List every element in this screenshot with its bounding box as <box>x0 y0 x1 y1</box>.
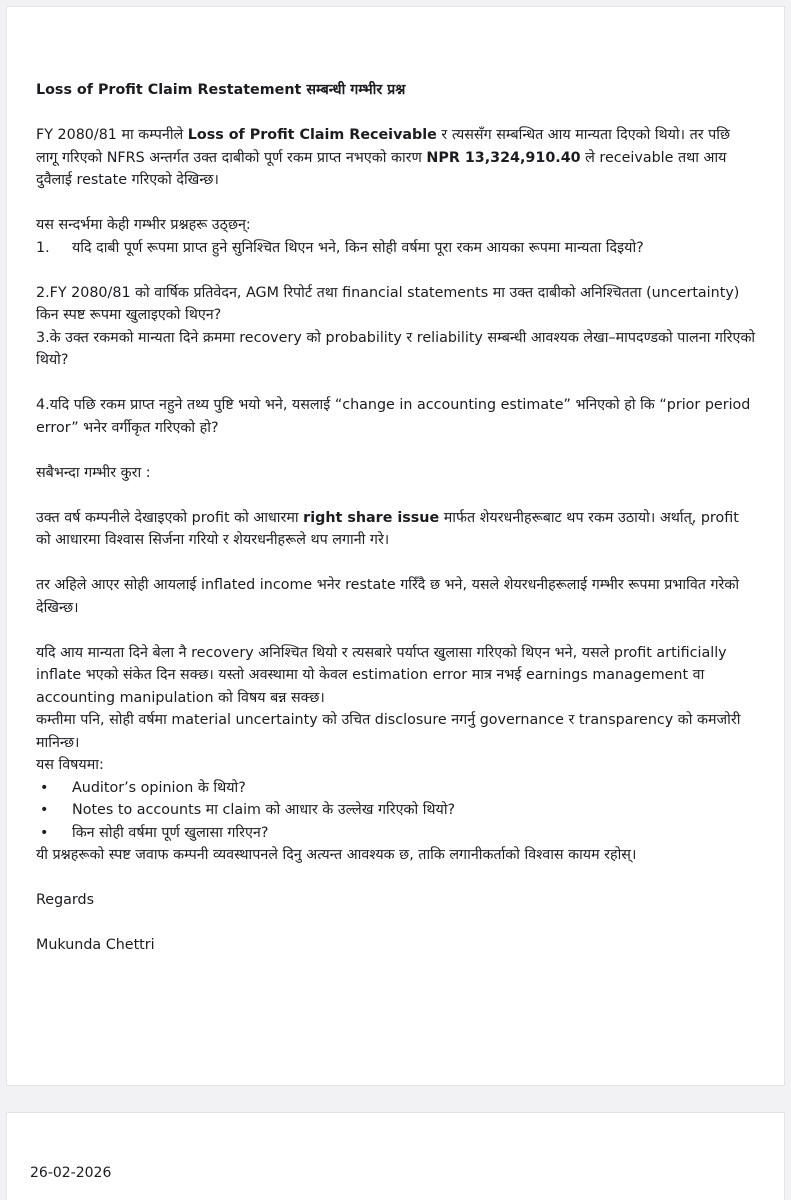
regards: Regards <box>36 892 95 908</box>
intro-paragraph <box>36 124 756 192</box>
recovery-paragraph: यदि आय मान्यता दिने बेला नै recovery अनिश्चित थियो र त्यसबारे पर्याप्त खुलासा गरिएको थिएन भने, यसले profit artificially inflate भएको संकेत दिन सक्छ। यस्तो अवस्थामा यो केवल estimation error मात्र नभई earnings management वा accounting manipulation को विषय बन्न सक्छ। <box>36 644 727 706</box>
bullet-dot: • <box>40 779 49 796</box>
question-1 <box>36 237 756 260</box>
right-share-text-2: मार्फत शेयरधनीहरूबाट थप रकम उठायो। अर्थात्, profit को आधारमा विश्वास सिर्जना गरियो र शेयरधनीहरूले थप लगानी गरे। <box>36 509 739 548</box>
inflated-paragraph: तर अहिले आएर सोही आयलाई inflated income भनेर restate गरिँदै छ भने, यसले शेयरधनीहरूलाई गम्भीर रूपमा प्रभावित गरेको देखिन्छ। <box>36 577 740 616</box>
bullet-text: Notes to accounts मा claim को आधार के उल्लेख गरिएको थियो? <box>72 802 456 818</box>
question-3: 3.के उक्त रकमको मान्यता दिने क्रममा recovery को probability र reliability सम्बन्धी आवश्यक लेखा–मापदण्डको पालना गरिएको थियो? <box>36 329 756 368</box>
signature: Mukunda Chettri <box>36 937 155 953</box>
governance-paragraph: कम्तीमा पनि, सोही वर्षमा material uncertainty को उचित disclosure नगर्नु governance र transparency को कमजोरी मानिन्छ। <box>36 712 741 751</box>
right-share-paragraph <box>36 507 756 552</box>
right-share-bold: right share issue <box>303 509 440 526</box>
right-share-text-1: उक्त वर्ष कम्पनीले देखाइएको profit को आधारमा <box>36 509 304 526</box>
intro-text-3: ले receivable तथा आय दुवैलाई restate गरिएको देखिन्छ। <box>36 149 727 188</box>
bullet-text: Auditor’s opinion के थियो? <box>72 779 246 796</box>
bullet-item <box>36 822 756 845</box>
bullet-item <box>36 777 756 800</box>
serious-heading: सबैभन्दा गम्भीर कुरा : <box>36 464 151 481</box>
date-card <box>6 1112 785 1200</box>
bullet-text: किन सोही वर्षमा पूर्ण खुलासा गरिएन? <box>72 824 269 841</box>
intro-bold-claim: Loss of Profit Claim Receivable <box>187 127 437 143</box>
intro-text-1: FY 2080/81 मा कम्पनीले <box>36 127 188 143</box>
message-card <box>6 6 785 1086</box>
closing-paragraph: यी प्रश्नहरूको स्पष्ट जवाफ कम्पनी व्यवस्थापनले दिनु अत्यन्त आवश्यक छ, ताकि लगानीकर्ताको विश्वास कायम रहोस्। <box>36 847 637 863</box>
intro-bold-amount: NPR 13,324,910.40 <box>426 149 581 166</box>
intro-text-2: र त्यससँग सम्बन्धित आय मान्यता दिएको थियो। तर पछि लागू गरिएको NFRS अन्तर्गत उक्त दाबीको पूर्ण रकम प्राप्त नभएको कारण <box>36 127 731 166</box>
bullet-item <box>36 799 756 822</box>
question-1-number: 1. <box>36 239 50 256</box>
question-1-text: यदि दाबी पूर्ण रूपमा प्राप्त हुने सुनिश्चित थिएन भने, किन सोही वर्षमा पूरा रकम आयका रूपमा मान्यता दिइयो? <box>72 239 644 256</box>
question-4: 4.यदि पछि रकम प्राप्त नहुने तथ्य पुष्टि भयो भने, यसलाई “change in accounting estimate” भनिएको हो कि “prior period error” भनेर वर्गीकृत गरिएको हो? <box>36 397 751 436</box>
bullet-dot: • <box>40 824 49 841</box>
message-date: 26-02-2026 <box>30 1165 112 1181</box>
message-body <box>36 79 756 957</box>
questions-lead: यस सन्दर्भमा केही गम्भीर प्रश्नहरू उठ्छन्: <box>36 217 251 233</box>
subject-lead: यस विषयमा: <box>36 757 104 773</box>
message-title: Loss of Profit Claim Restatement सम्बन्धी गम्भीर प्रश्न <box>36 82 406 98</box>
question-2: 2.FY 2080/81 को वार्षिक प्रतिवेदन, AGM रिपोर्ट तथा financial statements मा उक्त दाबीको अनिश्चितता (uncertainty) किन स्पष्ट रूपमा खुलाइएको थिएन? <box>36 284 740 323</box>
bullet-dot: • <box>40 802 49 818</box>
